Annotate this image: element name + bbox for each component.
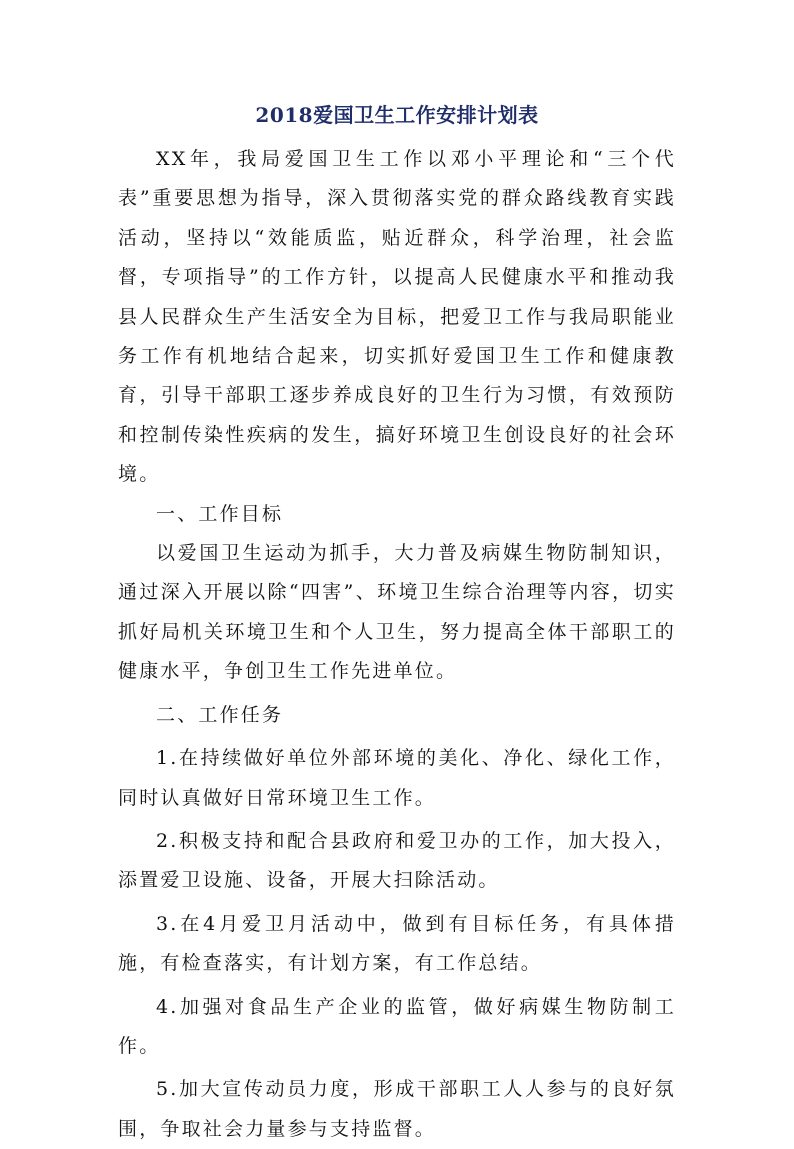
task-item-2: 2.积极支持和配合县政府和爱卫办的工作，加大投入，添置爱卫设施、设备，开展大扫除活动。: [118, 829, 676, 892]
work-goals-paragraph: 以爱国卫生运动为抓手，大力普及病媒生物防制知识，通过深入开展以除“四害”、环境卫生综合治理等内容，切实抓好局机关环境卫生和个人卫生，努力提高全体干部职工的健康水平，争创卫生工作先进单位。: [118, 542, 676, 683]
task-item-5: 5.加大宣传动员力度，形成干部职工人人参与的良好氛围，争取社会力量参与支持监督。: [118, 1078, 676, 1140]
section-heading-work-goals: 一、工作目标: [156, 502, 284, 525]
task-item-3: 3.在4月爱卫月活动中，做到有目标任务，有具体措施，有检查落实，有计划方案，有工作总结。: [118, 912, 676, 975]
document-title: 2018爱国卫生工作安排计划表: [255, 103, 539, 127]
task-item-1: 1.在持续做好单位外部环境的美化、净化、绿化工作，同时认真做好日常环境卫生工作。: [118, 747, 676, 809]
task-item-4: 4.加强对食品生产企业的监管，做好病媒生物防制工作。: [118, 995, 676, 1057]
section-heading-work-tasks: 二、工作任务: [156, 703, 284, 726]
intro-paragraph: XX年，我局爱国卫生工作以邓小平理论和“三个代表”重要思想为指导，深入贯彻落实党的群众路线教育实践活动，坚持以“效能质监，贴近群众，科学治理，社会监督，专项指导”的工作方针，以提高人民健康水平和推动我县人民群众生产生活安全为目标，把爱卫工作与我局职能业务工作有机地结合起来，切实抓好爱国卫生工作和健康教育，引导干部职工逐步养成良好的卫生行为习惯，有效预防和控制传染性疾病的发生，搞好环境卫生创设良好的社会环境。: [118, 148, 676, 486]
